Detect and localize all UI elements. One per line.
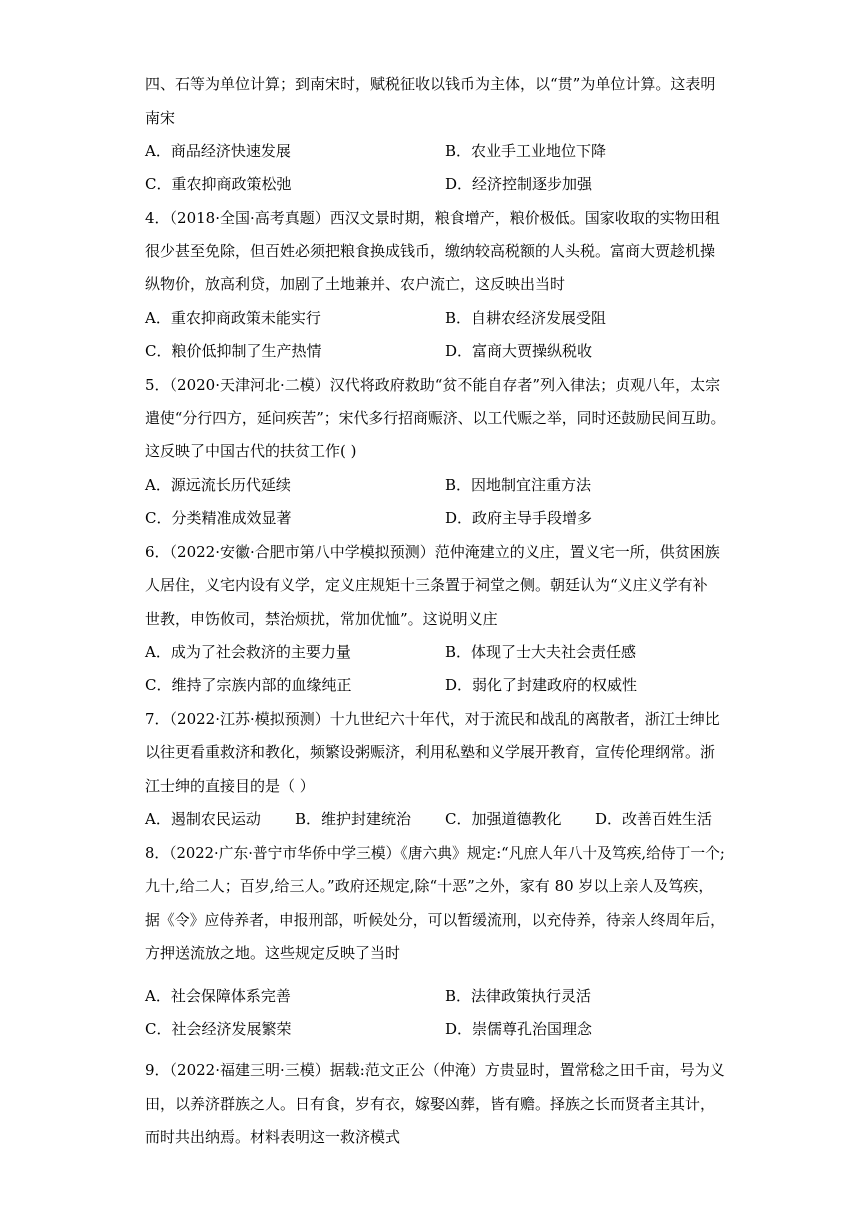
q4-option-c: C．粮价低抑制了生产热情 <box>145 342 322 360</box>
q7-stem-line-3: 江士绅的直接目的是（ ） <box>145 777 315 795</box>
q6-option-d: D．弱化了封建政府的权威性 <box>445 676 638 694</box>
q5-stem-line-1: 5．（2020·天津河北·二模）汉代将政府救助“贫不能自存者”列入律法；贞观八年，太宗 <box>145 376 721 394</box>
q3-option-b: B．农业手工业地位下降 <box>445 142 607 160</box>
q8-stem-line-2: 九十,给二人；百岁,给三人。”政府还规定,除“十恶”之外，家有 80 岁以上亲人及笃疾， <box>145 877 714 895</box>
q7-option-c: C．加强道德教化 <box>445 810 562 828</box>
q6-stem-line-1: 6．（2022·安徽·合肥市第八中学模拟预测）范仲淹建立的义庄，置义宅一所，供贫困族 <box>145 543 720 561</box>
q4-option-a: A．重农抑商政策未能实行 <box>145 309 321 327</box>
q3-stem-line-2: 南宋 <box>145 109 176 127</box>
q8-stem-line-3: 据《令》应侍养者，申报刑部，听候处分，可以暂缓流刑，以充侍养，待亲人终周年后， <box>145 911 726 929</box>
q7-option-d: D．改善百姓生活 <box>595 810 713 828</box>
q7-stem-line-2: 以往更看重救济和教化，频繁设粥赈济，利用私塾和义学展开教育，宣传伦理纲常。浙 <box>145 743 716 761</box>
q6-option-c: C．维持了宗族内部的血缘纯正 <box>145 676 352 694</box>
q9-stem-line-2: 田，以养济群族之人。日有食，岁有衣，嫁娶凶葬，皆有赡。择族之长而贤者主其计， <box>145 1095 716 1113</box>
q9-stem-line-1: 9．（2022·福建三明·三模）据载:范文正公（仲淹）方贵显时，置常稔之田千亩，号为义 <box>145 1061 725 1079</box>
q5-stem-line-2: 遣使“分行四方，延问疾苦”；宋代多行招商赈济、以工代赈之举，同时还鼓励民间互助。 <box>145 409 726 427</box>
q6-option-a: A．成为了社会救济的主要力量 <box>145 643 351 661</box>
q3-option-d: D．经济控制逐步加强 <box>445 175 593 193</box>
q4-option-b: B．自耕农经济发展受阻 <box>445 309 607 327</box>
q5-option-c: C．分类精准成效显著 <box>145 509 292 527</box>
q8-option-b: B．法律政策执行灵活 <box>445 987 592 1005</box>
q4-stem-line-3: 纵物价，放高利贷，加剧了土地兼并、农户流亡，这反映出当时 <box>145 275 566 293</box>
q8-stem-line-4: 方押送流放之地。这些规定反映了当时 <box>145 944 401 962</box>
q7-option-b: B．维护封建统治 <box>295 810 412 828</box>
q3-stem-line-1: 四、石等为单位计算；到南宋时，赋税征收以钱币为主体，以“贯”为单位计算。这表明 <box>145 75 716 93</box>
q8-option-c: C．社会经济发展繁荣 <box>145 1020 292 1038</box>
q8-option-a: A．社会保障体系完善 <box>145 987 291 1005</box>
q5-option-a: A．源远流长历代延续 <box>145 476 291 494</box>
q6-stem-line-3: 世教，申饬攸司，禁治烦扰，常加优恤”。这说明义庄 <box>145 610 498 628</box>
q9-stem-line-3: 而时共出纳焉。材料表明这一救济模式 <box>145 1128 401 1146</box>
q5-option-b: B．因地制宜注重方法 <box>445 476 592 494</box>
q4-stem-line-1: 4．（2018·全国·高考真题）西汉文景时期，粮食增产，粮价极低。国家收取的实物田租 <box>145 209 720 227</box>
q8-stem-line-1: 8．（2022·广东·普宁市华侨中学三模）《唐六典》规定:“凡庶人年八十及笃疾,给侍丁一个; <box>145 844 725 862</box>
q6-option-b: B．体现了士大夫社会责任感 <box>445 643 637 661</box>
q7-stem-line-1: 7．（2022·江苏·模拟预测）十九世纪六十年代，对于流民和战乱的离散者，浙江士绅比 <box>145 710 720 728</box>
q4-option-d: D．富商大贾操纵税收 <box>445 342 593 360</box>
q5-stem-line-3: 这反映了中国古代的扶贫工作( ) <box>145 442 357 460</box>
q6-stem-line-2: 人居住，义宅内设有义学，定义庄规矩十三条置于祠堂之侧。朝廷认为“义庄义学有补 <box>145 576 708 594</box>
q3-option-a: A．商品经济快速发展 <box>145 142 291 160</box>
q4-stem-line-2: 很少甚至免除，但百姓必须把粮食换成钱币，缴纳较高税额的人头税。富商大贾趁机操 <box>145 242 716 260</box>
q3-option-c: C．重农抑商政策松弛 <box>145 175 292 193</box>
q7-option-a: A．遏制农民运动 <box>145 810 261 828</box>
q8-option-d: D．崇儒尊孔治国理念 <box>445 1020 593 1038</box>
q5-option-d: D．政府主导手段增多 <box>445 509 593 527</box>
